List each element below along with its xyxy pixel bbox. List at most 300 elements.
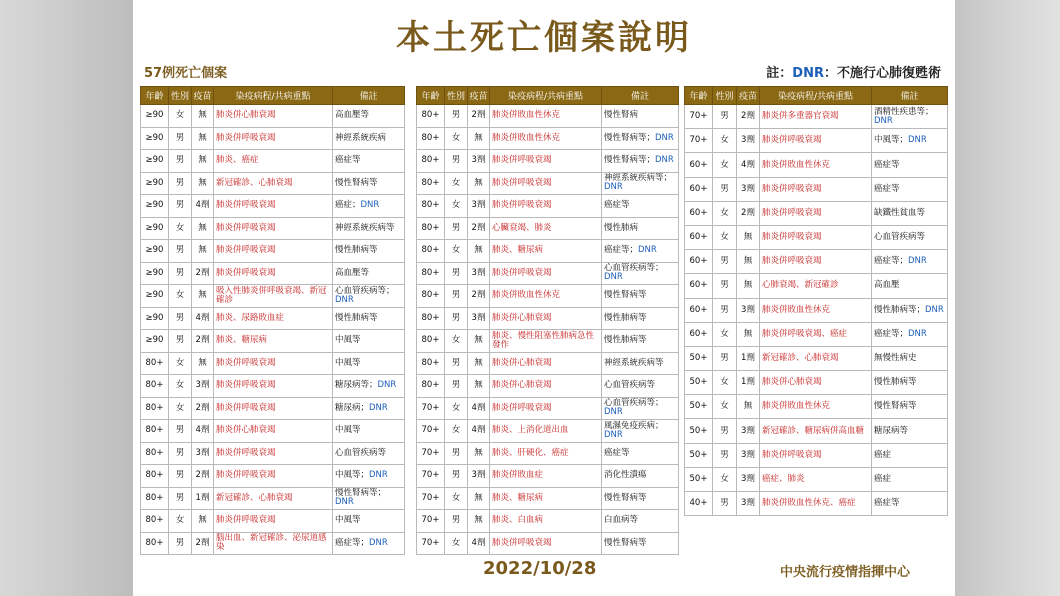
sex-cell: 女 xyxy=(169,352,192,375)
age-cell: ≥90 xyxy=(141,285,169,308)
age-cell: 80+ xyxy=(417,195,445,218)
sex-cell: 女 xyxy=(445,420,468,443)
age-cell: 80+ xyxy=(417,352,445,375)
sex-cell: 女 xyxy=(713,467,737,491)
disease-course-cell: 肺炎併呼吸衰竭 xyxy=(214,442,333,465)
dnr-tag: DNR xyxy=(874,115,893,126)
remark-cell xyxy=(333,285,405,308)
age-cell: 80+ xyxy=(141,420,169,443)
sex-cell: 男 xyxy=(445,442,468,465)
remark-text: 癌症等； xyxy=(874,256,909,267)
remark-text: 糖尿病等； xyxy=(335,380,378,391)
disease-course-cell: 肺炎併敗血性休克 xyxy=(490,127,602,150)
remark-cell: 高血壓等 xyxy=(333,262,405,285)
vaccine-cell: 無 xyxy=(468,487,490,510)
age-cell: 80+ xyxy=(417,172,445,195)
table-row xyxy=(417,150,679,173)
table-body xyxy=(685,105,948,516)
disease-course-cell: 新冠確診、心肺衰竭 xyxy=(214,487,333,510)
age-cell: 80+ xyxy=(417,307,445,330)
page-title: 本土死亡個案說明 xyxy=(396,18,692,58)
sex-cell: 女 xyxy=(713,153,737,177)
table-body xyxy=(141,105,405,555)
vaccine-cell: 3劑 xyxy=(737,298,760,322)
table-row xyxy=(685,298,948,322)
disease-course-cell: 肺炎、尿路敗血症 xyxy=(214,307,333,330)
remark-cell: 癌症等 xyxy=(602,442,679,465)
age-cell: 70+ xyxy=(417,510,445,533)
table-row xyxy=(417,262,679,285)
remark-cell: 癌症等 xyxy=(872,153,948,177)
disease-course-cell: 肺炎併敗血性休克 xyxy=(760,153,872,177)
table-row xyxy=(417,105,679,128)
age-cell: 50+ xyxy=(685,419,713,443)
vaccine-cell: 2劑 xyxy=(468,217,490,240)
remark-cell xyxy=(602,240,679,263)
remark-text: 神經系統疾病等； xyxy=(604,173,673,184)
sex-cell: 女 xyxy=(713,322,737,346)
age-cell: 60+ xyxy=(685,225,713,249)
age-cell: 60+ xyxy=(685,153,713,177)
dnr-tag: DNR xyxy=(604,407,623,418)
sex-cell: 男 xyxy=(713,274,737,298)
dnr-tag: DNR xyxy=(360,200,380,211)
disease-course-cell: 肺炎併敗血性休克 xyxy=(760,395,872,419)
case-table-3 xyxy=(684,86,948,516)
disease-course-cell: 肺炎併呼吸衰竭 xyxy=(214,465,333,488)
dnr-tag: DNR xyxy=(377,380,397,391)
table-row xyxy=(141,510,405,533)
age-cell: 50+ xyxy=(685,443,713,467)
disease-course-cell: 肺炎併呼吸衰竭 xyxy=(760,201,872,225)
disease-course-cell: 肺炎併敗血性休克 xyxy=(760,298,872,322)
vaccine-cell: 3劑 xyxy=(192,442,214,465)
vaccine-cell: 無 xyxy=(737,395,760,419)
note-prefix: 註： xyxy=(766,66,793,81)
remark-cell: 慢性肺病等 xyxy=(602,330,679,353)
sex-cell: 男 xyxy=(445,307,468,330)
remark-cell xyxy=(872,129,948,153)
table-header-row xyxy=(685,87,948,105)
vaccine-cell: 2劑 xyxy=(737,105,760,129)
vaccine-cell: 1劑 xyxy=(192,487,214,510)
disease-course-cell: 肺炎併呼吸衰竭 xyxy=(760,443,872,467)
vaccine-cell: 3劑 xyxy=(468,307,490,330)
age-cell: 50+ xyxy=(685,395,713,419)
age-cell: 50+ xyxy=(685,346,713,370)
remark-cell xyxy=(333,465,405,488)
table-row xyxy=(685,274,948,298)
sex-cell: 男 xyxy=(169,240,192,263)
disease-course-cell: 肺炎併呼吸衰竭 xyxy=(214,195,333,218)
disease-course-cell: 癌症、肺炎 xyxy=(760,467,872,491)
age-cell: 80+ xyxy=(141,397,169,420)
column-header: 疫苗 xyxy=(468,87,490,105)
vaccine-cell: 2劑 xyxy=(192,262,214,285)
vaccine-cell: 無 xyxy=(192,150,214,173)
sex-cell: 女 xyxy=(169,510,192,533)
disease-course-cell: 肺炎、糖尿病 xyxy=(214,330,333,353)
vaccine-cell: 4劑 xyxy=(468,397,490,420)
remark-cell xyxy=(602,127,679,150)
table-row xyxy=(417,285,679,308)
vaccine-cell: 無 xyxy=(468,127,490,150)
sex-cell: 男 xyxy=(169,330,192,353)
column-header: 備註 xyxy=(333,87,405,105)
sex-cell: 男 xyxy=(713,250,737,274)
vaccine-cell: 無 xyxy=(192,217,214,240)
age-cell: ≥90 xyxy=(141,172,169,195)
dnr-tag: DNR xyxy=(638,245,657,256)
vaccine-cell: 3劑 xyxy=(737,129,760,153)
disease-course-cell: 心肺衰竭、新冠確診 xyxy=(760,274,872,298)
table-row xyxy=(141,240,405,263)
remark-cell: 慢性腎病 xyxy=(602,105,679,128)
date: 2022/10/28 xyxy=(483,558,597,579)
table-row xyxy=(417,307,679,330)
remark-cell xyxy=(333,532,405,555)
vaccine-cell: 無 xyxy=(468,442,490,465)
vaccine-cell: 1劑 xyxy=(737,371,760,395)
age-cell: 70+ xyxy=(417,487,445,510)
age-cell: ≥90 xyxy=(141,217,169,240)
remark-cell: 高血壓 xyxy=(872,274,948,298)
vaccine-cell: 3劑 xyxy=(737,443,760,467)
table-row xyxy=(685,105,948,129)
remark-text: 心血管疾病等； xyxy=(335,285,395,296)
table-row xyxy=(417,465,679,488)
sex-cell: 男 xyxy=(169,307,192,330)
disease-course-cell: 肺炎併心肺衰竭 xyxy=(760,371,872,395)
sex-cell: 男 xyxy=(713,346,737,370)
disease-course-cell: 肺炎、癌症 xyxy=(214,150,333,173)
vaccine-cell: 無 xyxy=(192,127,214,150)
vaccine-cell: 無 xyxy=(468,330,490,353)
vaccine-cell: 無 xyxy=(468,375,490,398)
column-header: 性別 xyxy=(169,87,192,105)
remark-cell: 心血管疾病等 xyxy=(872,225,948,249)
disease-course-cell: 肺炎併心肺衰竭 xyxy=(490,375,602,398)
remark-cell xyxy=(333,375,405,398)
remark-text: 酒精性疾患等； xyxy=(874,106,934,117)
remark-cell xyxy=(602,150,679,173)
background-right xyxy=(955,0,1060,596)
sex-cell: 男 xyxy=(713,419,737,443)
remark-cell xyxy=(872,250,948,274)
sex-cell: 男 xyxy=(169,262,192,285)
vaccine-cell: 無 xyxy=(737,225,760,249)
age-cell: ≥90 xyxy=(141,262,169,285)
table-row xyxy=(417,172,679,195)
column-header: 疫苗 xyxy=(192,87,214,105)
disease-course-cell: 肺炎併呼吸衰竭 xyxy=(760,250,872,274)
vaccine-cell: 無 xyxy=(737,274,760,298)
disease-course-cell: 心臟衰竭、肺炎 xyxy=(490,217,602,240)
dnr-tag: DNR xyxy=(908,256,927,267)
vaccine-cell: 2劑 xyxy=(737,201,760,225)
disease-course-cell: 新冠確診、心肺衰竭 xyxy=(760,346,872,370)
disease-course-cell: 肺炎、糖尿病 xyxy=(490,487,602,510)
vaccine-cell: 無 xyxy=(192,510,214,533)
disease-course-cell: 肺炎併呼吸衰竭 xyxy=(214,397,333,420)
issuer: 中央流行疫情指揮中心 xyxy=(779,565,910,580)
age-cell: ≥90 xyxy=(141,150,169,173)
age-cell: 80+ xyxy=(141,375,169,398)
vaccine-cell: 2劑 xyxy=(192,465,214,488)
disease-course-cell: 肺炎併呼吸衰竭 xyxy=(214,510,333,533)
disease-course-cell: 肺炎併多重器官衰竭 xyxy=(760,105,872,129)
vaccine-cell: 無 xyxy=(737,322,760,346)
dnr-tag: DNR xyxy=(335,497,354,508)
disease-course-cell: 肺炎併敗血性休克 xyxy=(490,105,602,128)
remark-cell: 缺鐵性貧血等 xyxy=(872,201,948,225)
vaccine-cell: 4劑 xyxy=(192,307,214,330)
sex-cell: 男 xyxy=(445,105,468,128)
sex-cell: 女 xyxy=(445,330,468,353)
remark-text: 心血管疾病等； xyxy=(604,263,664,274)
sex-cell: 女 xyxy=(169,397,192,420)
sex-cell: 男 xyxy=(169,465,192,488)
age-cell: ≥90 xyxy=(141,127,169,150)
sex-cell: 女 xyxy=(445,240,468,263)
remark-text: 癌症； xyxy=(335,200,361,211)
disease-course-cell: 肺炎併敗血性休克 xyxy=(490,285,602,308)
remark-cell: 慢性肺病等 xyxy=(333,307,405,330)
table-row xyxy=(141,420,405,443)
remark-text: 癌症等； xyxy=(604,245,639,256)
dnr-tag: DNR xyxy=(908,328,927,339)
dnr-tag: DNR xyxy=(369,537,388,548)
table-row xyxy=(417,442,679,465)
age-cell: 80+ xyxy=(417,240,445,263)
remark-cell: 神經系統疾病等 xyxy=(333,217,405,240)
remark-cell: 神經系統疾病等 xyxy=(602,352,679,375)
table-row xyxy=(417,330,679,353)
age-cell: 60+ xyxy=(685,177,713,201)
remark-cell: 中風等 xyxy=(333,352,405,375)
vaccine-cell: 無 xyxy=(468,352,490,375)
age-cell: ≥90 xyxy=(141,307,169,330)
disease-course-cell: 肺炎、慢性阻塞性肺病急性發作 xyxy=(490,330,602,353)
age-cell: 60+ xyxy=(685,250,713,274)
column-header: 性別 xyxy=(713,87,737,105)
disease-course-cell: 肺炎、白血病 xyxy=(490,510,602,533)
sex-cell: 男 xyxy=(445,150,468,173)
table-row xyxy=(141,397,405,420)
age-cell: ≥90 xyxy=(141,330,169,353)
age-cell: 80+ xyxy=(141,465,169,488)
column-header: 性別 xyxy=(445,87,468,105)
remark-text: 心血管疾病等； xyxy=(604,398,664,409)
vaccine-cell: 3劑 xyxy=(468,195,490,218)
table-row xyxy=(685,153,948,177)
disease-course-cell: 肺炎、上消化道出血 xyxy=(490,420,602,443)
table-row xyxy=(141,172,405,195)
remark-text: 慢性腎病等； xyxy=(604,132,656,143)
dnr-tag: DNR xyxy=(369,402,388,413)
table-row xyxy=(685,129,948,153)
slide xyxy=(133,0,955,596)
vaccine-cell: 2劑 xyxy=(192,397,214,420)
sex-cell: 女 xyxy=(713,225,737,249)
background-left xyxy=(0,0,133,596)
sex-cell: 男 xyxy=(713,177,737,201)
age-cell: 70+ xyxy=(417,397,445,420)
dnr-tag: DNR xyxy=(369,470,388,481)
vaccine-cell: 無 xyxy=(192,172,214,195)
sex-cell: 男 xyxy=(169,442,192,465)
remark-cell: 白血病等 xyxy=(602,510,679,533)
disease-course-cell: 肺炎併心肺衰竭 xyxy=(490,352,602,375)
sex-cell: 男 xyxy=(445,465,468,488)
table-row xyxy=(685,322,948,346)
vaccine-cell: 3劑 xyxy=(737,419,760,443)
vaccine-cell: 3劑 xyxy=(737,492,760,516)
disease-course-cell: 肺炎併呼吸衰竭 xyxy=(490,397,602,420)
age-cell: 50+ xyxy=(685,371,713,395)
remark-cell: 慢性肺病 xyxy=(602,217,679,240)
table-row xyxy=(417,487,679,510)
table-row xyxy=(417,127,679,150)
disease-course-cell: 肺炎併呼吸衰竭 xyxy=(490,262,602,285)
remark-cell: 慢性腎病等 xyxy=(333,172,405,195)
disease-course-cell: 肺炎併呼吸衰竭 xyxy=(214,262,333,285)
dnr-tag: DNR xyxy=(604,429,623,440)
vaccine-cell: 3劑 xyxy=(468,465,490,488)
dnr-tag: DNR xyxy=(604,272,623,283)
sex-cell: 男 xyxy=(445,262,468,285)
table-row xyxy=(685,419,948,443)
age-cell: ≥90 xyxy=(141,240,169,263)
sex-cell: 男 xyxy=(713,105,737,129)
remark-cell: 癌症等 xyxy=(872,492,948,516)
column-header: 染疫病程/共病重點 xyxy=(214,87,333,105)
disease-course-cell: 腦出血、新冠確診、泌尿道感染 xyxy=(214,532,333,555)
remark-text: 中風等； xyxy=(335,470,370,481)
remark-cell xyxy=(333,397,405,420)
remark-text: 慢性肺病等； xyxy=(874,304,926,315)
table-row xyxy=(141,487,405,510)
sex-cell: 女 xyxy=(445,195,468,218)
sex-cell: 男 xyxy=(169,127,192,150)
remark-cell: 心血管疾病等 xyxy=(333,442,405,465)
table-row xyxy=(417,397,679,420)
sex-cell: 女 xyxy=(169,105,192,128)
sex-cell: 女 xyxy=(445,532,468,555)
age-cell: 80+ xyxy=(417,330,445,353)
remark-text: 癌症等； xyxy=(874,328,909,339)
vaccine-cell: 1劑 xyxy=(737,346,760,370)
disease-course-cell: 肺炎併敗血性休克、癌症 xyxy=(760,492,872,516)
note-text: ：不施行心肺復甦術 xyxy=(823,66,941,81)
table-row xyxy=(685,346,948,370)
disease-course-cell: 肺炎併呼吸衰竭 xyxy=(490,195,602,218)
disease-course-cell: 肺炎併呼吸衰竭 xyxy=(760,129,872,153)
age-cell: 80+ xyxy=(417,217,445,240)
disease-course-cell: 吸入性肺炎併呼吸衰竭、新冠確診 xyxy=(214,285,333,308)
table-row xyxy=(685,395,948,419)
sex-cell: 男 xyxy=(169,487,192,510)
remark-cell xyxy=(872,105,948,129)
sex-cell: 女 xyxy=(713,395,737,419)
sex-cell: 女 xyxy=(713,129,737,153)
vaccine-cell: 3劑 xyxy=(468,150,490,173)
remark-cell: 高血壓等 xyxy=(333,105,405,128)
vaccine-cell: 2劑 xyxy=(468,105,490,128)
disease-course-cell: 肺炎併呼吸衰竭 xyxy=(760,225,872,249)
remark-text: 慢性腎病等； xyxy=(604,155,656,166)
column-header: 染疫病程/共病重點 xyxy=(760,87,872,105)
sex-cell: 女 xyxy=(713,201,737,225)
disease-course-cell: 肺炎併呼吸衰竭 xyxy=(214,375,333,398)
dnr-tag: DNR xyxy=(655,132,674,143)
vaccine-cell: 2劑 xyxy=(192,330,214,353)
vaccine-cell: 無 xyxy=(737,250,760,274)
table-row xyxy=(685,250,948,274)
sex-cell: 女 xyxy=(169,375,192,398)
column-header: 備註 xyxy=(602,87,679,105)
dnr-note xyxy=(766,62,941,81)
age-cell: 70+ xyxy=(685,105,713,129)
table-row xyxy=(141,217,405,240)
vaccine-cell: 3劑 xyxy=(737,177,760,201)
vaccine-cell: 4劑 xyxy=(192,420,214,443)
age-cell: 60+ xyxy=(685,322,713,346)
age-cell: 70+ xyxy=(417,532,445,555)
column-header: 備註 xyxy=(872,87,948,105)
disease-course-cell: 肺炎併呼吸衰竭 xyxy=(490,172,602,195)
vaccine-cell: 4劑 xyxy=(737,153,760,177)
disease-course-cell: 肺炎併呼吸衰竭 xyxy=(214,217,333,240)
disease-course-cell: 肺炎併心肺衰竭 xyxy=(214,420,333,443)
disease-course-cell: 新冠確診、糖尿病併高血糖 xyxy=(760,419,872,443)
sex-cell: 男 xyxy=(713,443,737,467)
vaccine-cell: 無 xyxy=(192,240,214,263)
remark-text: 慢性腎病等； xyxy=(335,488,387,499)
dnr-tag: DNR xyxy=(925,304,944,315)
vaccine-cell: 3劑 xyxy=(468,262,490,285)
disease-course-cell: 肺炎併心肺衰竭 xyxy=(490,307,602,330)
age-cell: 80+ xyxy=(141,532,169,555)
remark-cell xyxy=(602,262,679,285)
age-cell: 80+ xyxy=(141,352,169,375)
vaccine-cell: 4劑 xyxy=(192,195,214,218)
age-cell: 50+ xyxy=(685,467,713,491)
disease-course-cell: 新冠確診、心肺衰竭 xyxy=(214,172,333,195)
vaccine-cell: 無 xyxy=(192,352,214,375)
table-row xyxy=(141,375,405,398)
disease-course-cell: 肺炎併呼吸衰竭、癌症 xyxy=(760,322,872,346)
remark-cell xyxy=(602,397,679,420)
remark-cell: 中風等 xyxy=(333,510,405,533)
case-table-1 xyxy=(140,86,405,555)
table-row xyxy=(417,352,679,375)
table-row xyxy=(141,442,405,465)
remark-cell xyxy=(872,298,948,322)
note-dnr: DNR xyxy=(792,66,824,81)
age-cell: 80+ xyxy=(417,105,445,128)
table-row xyxy=(685,371,948,395)
remark-cell: 癌症等 xyxy=(333,150,405,173)
table-header-row xyxy=(417,87,679,105)
sex-cell: 女 xyxy=(169,217,192,240)
column-header: 染疫病程/共病重點 xyxy=(490,87,602,105)
remark-text: 糖尿病； xyxy=(335,402,370,413)
vaccine-cell: 2劑 xyxy=(468,285,490,308)
table-row xyxy=(141,330,405,353)
table-row xyxy=(417,532,679,555)
table-row xyxy=(417,195,679,218)
